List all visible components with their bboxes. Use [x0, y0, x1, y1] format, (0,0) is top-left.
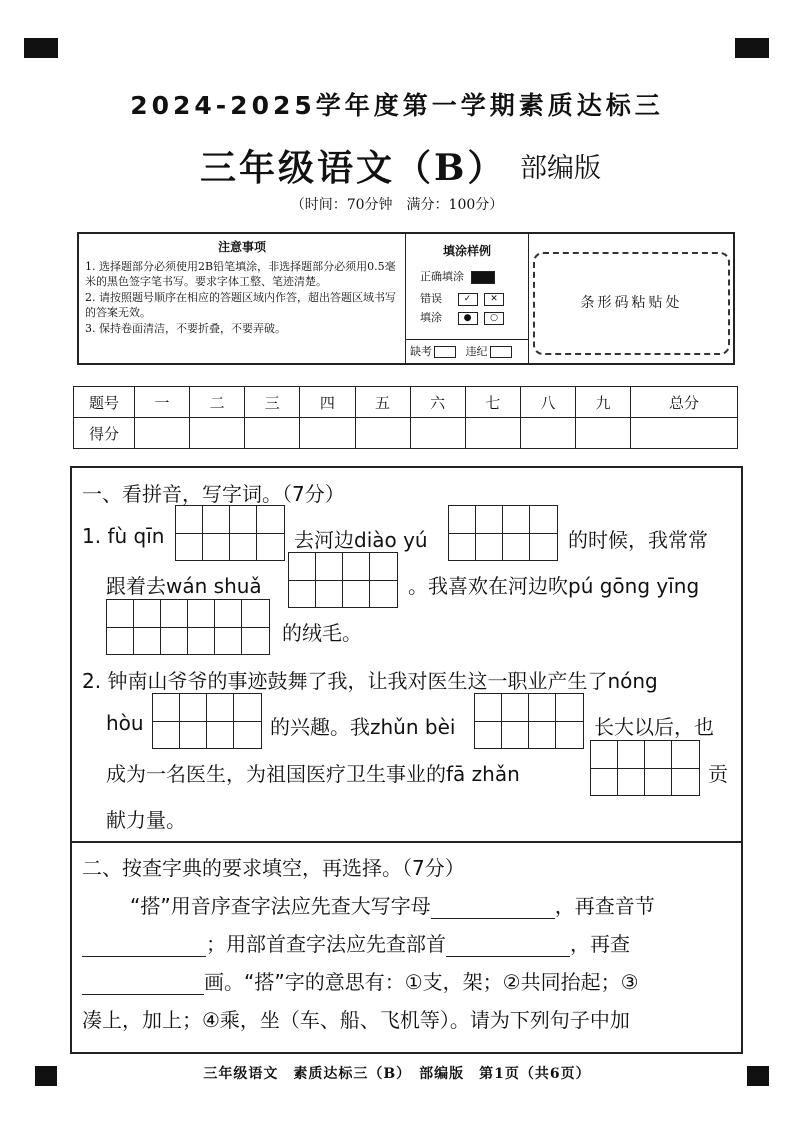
answer-grid[interactable] — [448, 505, 558, 561]
table-cell: 一 — [135, 387, 190, 418]
barcode-area: 条形码粘贴处 — [533, 252, 730, 355]
exam-title: 2024-2025学年度第一学期素质达标三 — [130, 91, 664, 120]
notice-box — [77, 232, 735, 365]
score-table-score-row — [74, 418, 738, 449]
score-cell[interactable] — [245, 418, 300, 449]
q2-text-f: 贡 — [708, 762, 728, 786]
score-cell[interactable] — [576, 418, 631, 449]
q1-text-b: 去河边diào yú — [294, 528, 428, 552]
question-area — [70, 466, 743, 1054]
answer-grid[interactable] — [288, 552, 398, 608]
q2-text-b: hòu — [106, 711, 144, 735]
table-cell: 总分 — [631, 387, 738, 418]
wrong-sample — [420, 290, 504, 306]
table-cell: 六 — [410, 387, 465, 418]
q1-text-f: 的绒毛。 — [282, 621, 362, 645]
score-cell[interactable] — [355, 418, 410, 449]
correct-sample — [420, 268, 495, 284]
s2-line2-b: ，再查 — [570, 932, 630, 956]
q2-text-a: 2. 钟南山爷爷的事迹鼓舞了我，让我对医生这一职业产生了nóng — [82, 669, 658, 693]
section-divider — [72, 841, 741, 843]
s2-line2-a: ；用部首查字法应先查部首 — [206, 932, 446, 956]
score-cell[interactable] — [465, 418, 520, 449]
page-footer: 三年级语文 素质达标三（B） 部编版 第1页（共6页） — [203, 1066, 591, 1082]
table-cell: 七 — [465, 387, 520, 418]
score-cell[interactable] — [135, 418, 190, 449]
registration-mark-top-left — [24, 38, 58, 58]
absent-violation-row — [406, 339, 528, 363]
notice-column — [79, 234, 406, 363]
q1-text-c: 的时候，我常常 — [568, 528, 708, 552]
table-cell: 四 — [300, 387, 355, 418]
answer-blank[interactable] — [446, 932, 570, 957]
answer-grid[interactable] — [152, 693, 262, 749]
answer-grid[interactable] — [590, 740, 700, 796]
table-cell: 九 — [576, 387, 631, 418]
answer-grid[interactable] — [106, 599, 270, 655]
s2-line3-text: 画。“搭”字的意思有：①支，架；②共同抬起；③ — [204, 970, 639, 994]
notice-item: 2. 请按照题号顺序在相应的答题区域内作答，超出答题区域书写的答案无效。 — [85, 290, 396, 319]
fill-sample-title: 填涂样例 — [442, 244, 491, 258]
answer-blank[interactable] — [82, 970, 204, 995]
score-table — [73, 386, 738, 449]
check-mark-icon: ✓ — [458, 293, 478, 306]
q1-text-a: 1. fù qīn — [82, 524, 165, 548]
s2-line1 — [130, 890, 655, 919]
wrong-sample-label: 错误 — [420, 292, 442, 305]
s2-line3 — [82, 966, 639, 995]
wrong-sample-label-2: 填涂 — [420, 311, 442, 324]
answer-grid[interactable] — [474, 693, 584, 749]
fill-sample-column — [406, 234, 529, 363]
table-cell: 二 — [190, 387, 245, 418]
table-cell: 五 — [355, 387, 410, 418]
q2-text-d: 长大以后，也 — [594, 715, 714, 739]
table-cell: 题号 — [74, 387, 135, 418]
absent-label: 缺考 — [410, 345, 432, 358]
s2-line1-b: ，再查音节 — [554, 894, 655, 918]
score-cell[interactable] — [410, 418, 465, 449]
score-cell[interactable] — [300, 418, 355, 449]
wrong-sample-2 — [420, 309, 504, 325]
violation-checkbox[interactable] — [490, 346, 512, 358]
table-cell: 八 — [520, 387, 575, 418]
registration-mark-top-right — [735, 38, 769, 58]
filled-box-icon — [471, 271, 495, 284]
q2-text-c: 的兴趣。我zhǔn bèi — [270, 715, 456, 739]
cross-mark-icon: ✕ — [484, 293, 504, 306]
correct-sample-label: 正确填涂 — [420, 270, 464, 283]
circle-icon: ○ — [484, 312, 504, 325]
answer-blank[interactable] — [431, 894, 555, 919]
notice-title: 注意事项 — [217, 240, 266, 254]
table-cell: 三 — [245, 387, 300, 418]
score-cell[interactable] — [631, 418, 738, 449]
table-cell: 得分 — [74, 418, 135, 449]
s2-line2 — [82, 928, 630, 957]
score-table-header-row — [74, 387, 738, 418]
time-score-line: （时间：70分钟 满分：100分） — [290, 197, 504, 213]
score-cell[interactable] — [190, 418, 245, 449]
s2-line4: 凑上，加上；④乘，坐（车、船、飞机等）。请为下列句子中加 — [82, 1008, 630, 1032]
section1-heading: 一、看拼音，写字词。（7分） — [82, 482, 345, 506]
notice-item: 3. 保持卷面清洁，不要折叠，不要弄破。 — [85, 321, 286, 335]
score-cell[interactable] — [520, 418, 575, 449]
subject-title: 三年级语文（B） — [200, 147, 507, 189]
violation-label: 违纪 — [465, 345, 488, 358]
answer-grid[interactable] — [175, 505, 285, 561]
absent-checkbox[interactable] — [434, 346, 456, 358]
q2-text-g: 献力量。 — [106, 808, 186, 832]
q2-text-e: 成为一名医生，为祖国医疗卫生事业的fā zhǎn — [106, 762, 520, 786]
edition-label: 部编版 — [520, 153, 601, 184]
filled-dot-icon: ● — [458, 312, 478, 325]
notice-item: 1. 选择题部分必须使用2B铅笔填涂，非选择题部分必须用0.5毫米的黑色签字笔书写。要求字体工整、笔迹清楚。 — [85, 259, 396, 288]
q1-text-e: 。我喜欢在河边吹pú gōng yīng — [408, 574, 700, 598]
answer-blank[interactable] — [82, 932, 206, 957]
q1-text-d: 跟着去wán shuǎ — [106, 574, 262, 598]
s2-line1-a: “搭”用音序查字法应先查大写字母 — [130, 894, 431, 918]
section2-heading: 二、按查字典的要求填空，再选择。（7分） — [82, 856, 465, 880]
